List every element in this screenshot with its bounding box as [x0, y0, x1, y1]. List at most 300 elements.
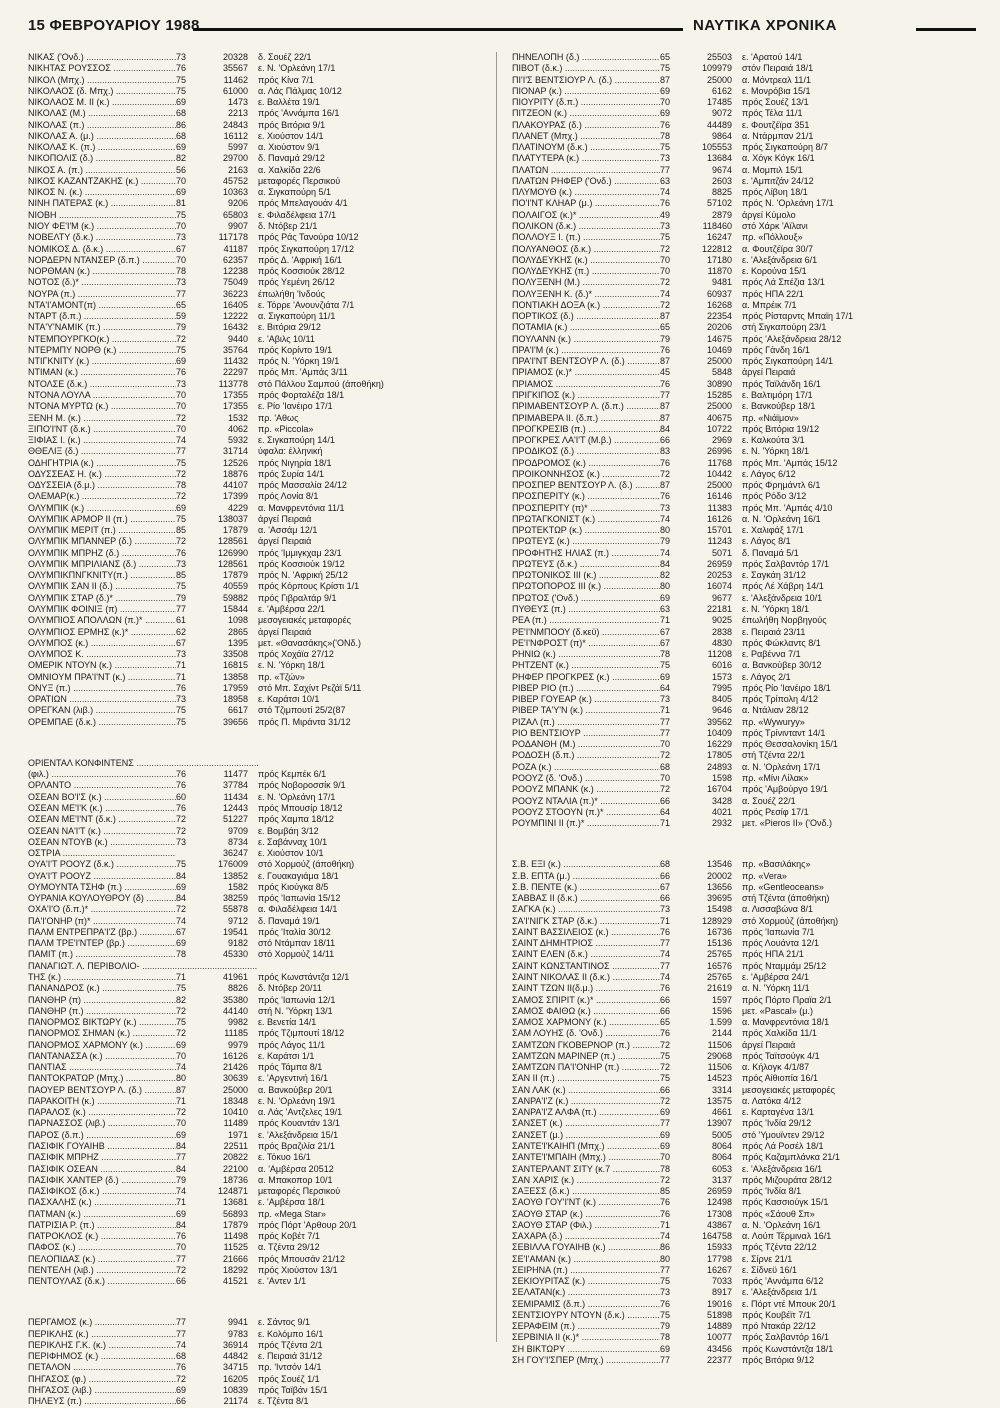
- build-year: 76: [660, 457, 671, 468]
- ship-name: ΠΑΤΡΟΚΛΟΣ (κ.) .....: [28, 1231, 176, 1242]
- build-year: 74: [176, 1062, 187, 1073]
- ship-row: [28, 300, 498, 311]
- tonnage: 38259: [222, 893, 248, 904]
- build-year: 71: [176, 971, 187, 982]
- status: α. Μομπιλ 15/1: [742, 164, 803, 175]
- ship-row: [512, 108, 982, 119]
- status: πρός Τέλα 11/1: [742, 108, 803, 119]
- ship-row: [28, 717, 498, 728]
- build-year: 69: [176, 938, 187, 949]
- ship-name: ΝΤΟΝΑ ΛΟΥΛΑ .....: [28, 390, 176, 401]
- ship-name: ΠΙΟΝΑΡ (κ.) .....: [512, 86, 660, 97]
- ship-name: ΠΑΝΟΡΜΟΣ ΣΗΜΑΝ (κ.) .....: [28, 1028, 176, 1039]
- build-year: 70: [660, 739, 671, 750]
- ship-name: ΡΟΖΑ (κ.) .....: [512, 762, 660, 773]
- tonnage: 16205: [222, 1373, 248, 1384]
- tonnage: 43456: [706, 1343, 732, 1354]
- ship-row: [28, 758, 498, 769]
- ship-name: ΠΙΤΖΕΟΝ (κ.) .....: [512, 108, 660, 119]
- status: ε. Λάγος 6/12: [742, 468, 796, 479]
- status: πρός Μπελαγουάν 4/1: [258, 198, 348, 209]
- status: πρ. 'Αθως: [258, 412, 299, 423]
- ship-name: ΡΕΑ (π.) .....: [512, 615, 660, 626]
- build-year: 73: [660, 153, 671, 164]
- tonnage: 13681: [222, 1197, 248, 1208]
- status: πρ. 'Ιντσόν 14/1: [258, 1362, 322, 1373]
- ship-row: [28, 871, 498, 882]
- build-year: 80: [660, 1253, 671, 1264]
- status: πρός Λονία 8/1: [258, 491, 319, 502]
- ship-row: [512, 705, 982, 716]
- ship-row: [28, 232, 498, 243]
- ship-name: ΞΙΦΙΑΣ Ι. (κ.) .....: [28, 435, 176, 446]
- ship-row: [512, 401, 982, 412]
- build-year: 69: [660, 108, 671, 119]
- build-year: 49: [660, 209, 671, 220]
- tonnage: 40559: [222, 581, 248, 592]
- ship-list-c: [28, 1317, 498, 1407]
- ship-row: [512, 683, 982, 694]
- build-year: 63: [660, 175, 671, 186]
- build-year: 69: [660, 85, 671, 96]
- ship-name: ΠΗΛΕΥΣ (π.) .....: [28, 1396, 176, 1407]
- ship-name: ΠΡΩΤΕΥΣ (κ.) .....: [512, 536, 660, 547]
- ship-name: ΟΛΥΜΠΙΚ (κ.) .....: [28, 503, 176, 514]
- build-year: 72: [176, 814, 187, 825]
- build-year: 84: [176, 1219, 187, 1230]
- ship-name: ΣΑΟΥΘ ΓΟΥ'Ι'ΝΤ (κ.) .....: [512, 1197, 660, 1208]
- ship-row: [512, 638, 982, 649]
- ship-name: ΡΟΟΥΖ ΝΤΑΛΙΑ (π.)* .....: [512, 796, 660, 807]
- build-year: 72: [176, 1264, 187, 1275]
- ship-row: [512, 255, 982, 266]
- build-year: 69: [176, 1129, 187, 1140]
- build-year: 72: [176, 1373, 187, 1384]
- tonnage: 15933: [706, 1242, 732, 1253]
- tonnage: 11185: [224, 1028, 248, 1039]
- build-year: 81: [176, 198, 187, 209]
- tonnage: 26996: [706, 446, 732, 457]
- ship-name: ΝΤΟΝΑ ΜΥΡΤΩ (κ.) .....: [28, 401, 176, 412]
- tonnage: 8734: [227, 836, 248, 847]
- ship-name: ΣΑΙΝΤ ΚΩΝΣΤΑΝΤΙΝΟΣ .....: [512, 961, 660, 972]
- build-year: 73: [176, 378, 187, 389]
- status: α. Τζέντα 29/12: [258, 1242, 320, 1253]
- ship-name: ΟΣΕΑΝ ΜΕ'Ι'ΝΤ (δ.κ.) .....: [28, 814, 176, 825]
- ship-name: ΠΟΛΥΞΕΝΗ Κ. (δ.)* .....: [512, 289, 660, 300]
- status: στό Τζιμπουτί 25/2(87: [258, 705, 346, 716]
- ship-row: [512, 244, 982, 255]
- ship-row: [28, 1276, 498, 1287]
- tonnage: 17180: [706, 254, 732, 265]
- ship-name: ΟΔΥΣΣΕΙΑ (δ.μ.) .....: [28, 480, 176, 491]
- status: α. Μόντρεαλ 11/1: [742, 74, 811, 85]
- ship-name: ΠΑΛΜ ΕΝΤΡΕΠΡΑ'Ι'Ζ (βρ.) .....: [28, 927, 176, 938]
- build-year: 76: [660, 491, 671, 502]
- build-year: 72: [176, 1107, 187, 1118]
- ship-name: ΟΛΥΜΠΟΣ (κ.) .....: [28, 638, 176, 649]
- ship-row: [28, 131, 498, 142]
- ship-name: ΠΡΙΑΜΟΣ .....: [512, 379, 660, 390]
- status: α. Ν. 'Ορλεάνη 16/1: [742, 513, 821, 524]
- build-year: 76: [176, 769, 187, 780]
- status: πρός Λά Ροσέλ 18/1: [742, 1140, 824, 1151]
- tonnage: 29068: [706, 1050, 732, 1061]
- build-year: 73: [176, 694, 187, 705]
- ship-row: [512, 1186, 982, 1197]
- status: πρός 'Ινδία 8/1: [742, 1186, 802, 1197]
- status: πρ. «Τζών»: [258, 671, 305, 682]
- ship-name: ΟΥΡΑΝΙΑ ΚΟΥΛΟΥΘΡΟΥ (δ) .....: [28, 893, 176, 904]
- ship-name: ΠΑΝΑΓΙΩΤ. Λ. ΠΕΡΙΒΟΛΙΟ- .....: [28, 961, 258, 972]
- status: πρός Φώκλαντς 8/1: [742, 637, 821, 648]
- ship-row: [28, 660, 498, 671]
- build-year: 73: [660, 502, 671, 513]
- status: έπωλήθη 'Ινδούς: [258, 288, 325, 299]
- status: α. Χιούστον 9/1: [258, 142, 320, 153]
- tonnage: 10722: [706, 423, 732, 434]
- ship-row: [28, 1197, 498, 1208]
- ship-row: [512, 165, 982, 176]
- status: πρός Τρίπολη 4/12: [742, 694, 819, 705]
- status: ε. 'Αλεξάνδρεια 6/1: [742, 254, 818, 265]
- ship-name: ΠΑΟΥΕΡ ΒΕΝΤΣΟΥΡ Λ. (δ.) .....: [28, 1085, 176, 1096]
- tonnage: 122812: [701, 243, 732, 254]
- ship-name: ΠΡΩΤΟΣ ('Ονδ.) .....: [512, 593, 660, 604]
- ship-row: [28, 893, 498, 904]
- build-year: 74: [176, 915, 187, 926]
- status: πρός Χαμπα 18/12: [258, 814, 334, 825]
- ship-name: ΣΕΚΙΟΥΡΙΤΑΣ (κ.) .....: [512, 1276, 660, 1287]
- status: πρός Κοσσιούκ 28/12: [258, 266, 345, 277]
- tonnage: 30890: [706, 378, 732, 389]
- status: πρός Βραζιλία 21/1: [258, 1140, 336, 1151]
- status: πρός Χιούστον 13/1: [258, 1264, 338, 1275]
- tonnage: 34715: [222, 1362, 248, 1373]
- ship-row: [28, 859, 498, 870]
- ship-row: [28, 627, 498, 638]
- ship-row: [512, 916, 982, 927]
- issue-date: 15 ΦΕΒΡΟΥΑΡΙΟΥ 1988: [28, 17, 200, 34]
- ship-name: ΣΑΓΚΑ (κ.) .....: [512, 904, 660, 915]
- build-year: 69: [660, 671, 671, 682]
- ship-name: ΣΑΙΝΤ ΝΙΚΟΛΑΣ ΙΙ (δ.κ.) .....: [512, 972, 660, 983]
- ship-row: [512, 435, 982, 446]
- tonnage: 13852: [222, 870, 248, 881]
- status: στό Χάρκ 'Αϊλανι: [742, 220, 808, 231]
- ship-row: [512, 480, 982, 491]
- tonnage: 25000: [706, 480, 732, 491]
- ship-name: ΟΥΑ'Ι'Τ ΡΟΟΥΖ .....: [28, 871, 176, 882]
- ship-name: ΣΕΜΙΡΑΜΙΣ (δ.π.) .....: [512, 1299, 660, 1310]
- build-year: 75: [176, 74, 187, 85]
- build-year: 77: [660, 389, 671, 400]
- ship-row: [28, 1051, 498, 1062]
- status: πρός 'Ιαπωνία 12/1: [258, 994, 336, 1005]
- status: πρός Ταϊβάν 15/1: [258, 1385, 328, 1396]
- ship-name: ΠΕΡΙΚΛΗΣ (κ.) .....: [28, 1329, 176, 1340]
- ship-name: ΠΡΟΣΠΕΡΙΤΥ (π)* .....: [512, 503, 660, 514]
- ship-name: ΤΗΣ (κ.) .....: [28, 972, 176, 983]
- ship-row: [512, 1164, 982, 1175]
- ship-row: [28, 1141, 498, 1152]
- status: α. Μπρέικ 7/1: [742, 299, 797, 310]
- ship-row: [28, 792, 498, 803]
- status: πρ. «Wywuryy»: [742, 716, 805, 727]
- ship-name: ΣΑΒΒΑΣ ΙΙ (δ.κ.) .....: [512, 893, 660, 904]
- tonnage: 30639: [222, 1073, 248, 1084]
- build-year: 78: [660, 130, 671, 141]
- tonnage: 11489: [223, 1118, 248, 1129]
- build-year: 64: [660, 682, 671, 693]
- tonnage: 113778: [218, 378, 248, 389]
- tonnage: 11243: [707, 536, 732, 547]
- tonnage: 4062: [227, 423, 248, 434]
- status: πρός Νοβοροσσίκ 9/1: [258, 780, 346, 791]
- build-year: 84: [176, 893, 187, 904]
- tonnage: 9182: [227, 938, 248, 949]
- status: άργεί Πειραιά: [742, 367, 796, 378]
- tonnage: 44489: [706, 119, 732, 130]
- tonnage: 25000: [706, 356, 732, 367]
- build-year: 76: [176, 367, 187, 378]
- tonnage: 1532: [227, 412, 248, 423]
- build-year: 69: [176, 142, 187, 153]
- build-year: 77: [176, 1328, 187, 1339]
- ship-name: ΠΑΣΙΦΙΚ ΟΣΕΑΝ .....: [28, 1164, 176, 1175]
- status: πρός Νιγηρία 18/1: [258, 457, 332, 468]
- tonnage: 16576: [706, 960, 732, 971]
- ship-row: [512, 750, 982, 761]
- ship-row: [28, 187, 498, 198]
- ship-row: [512, 97, 982, 108]
- tonnage: 19016: [706, 1298, 732, 1309]
- right-column: [512, 52, 982, 1366]
- ship-row: [28, 1396, 498, 1407]
- status: στό Χορμούζ 14/11: [258, 949, 335, 960]
- status: α. 'Αμβέρσα 20512: [258, 1163, 334, 1174]
- status: ε. Βαλτιμόρη 17/1: [742, 389, 813, 400]
- ship-name: ΝΤΑΡΤ (δ.π.) .....: [28, 311, 176, 322]
- ship-name: ΣΑΝΤΕΡΛΑΝΤ ΣΙΤΥ (κ.7 .....: [512, 1164, 660, 1175]
- status: έπωλήθη Νορβηγούς: [742, 615, 827, 626]
- ship-row: [512, 514, 982, 525]
- ship-name: ΝΙΟΥ ΦΕ'Ι'Μ (κ.) .....: [28, 221, 176, 232]
- tonnage: 13546: [706, 859, 732, 870]
- ship-name: ΠΡΩΤΟΠΟΡΟΣ ΙΙΙ (κ.) .....: [512, 581, 660, 592]
- build-year: 68: [176, 130, 187, 141]
- status: πρός Σαλβαντόρ 16/1: [742, 1332, 830, 1343]
- tonnage: 6053: [711, 1163, 732, 1174]
- tonnage: 56893: [222, 1208, 248, 1219]
- ship-row: [28, 458, 498, 469]
- ship-name: ΠΡΟΔΡΟΜΟΣ (κ.) .....: [512, 458, 660, 469]
- status: ε. Χαλιφάξ 17/1: [742, 525, 804, 536]
- build-year: 72: [660, 243, 671, 254]
- left-column: [28, 52, 498, 1408]
- tonnage: 20253: [706, 570, 732, 581]
- status: πρός Δ. 'Αφρική 16/1: [258, 254, 342, 265]
- status: ε. Μονρόβια 15/1: [742, 85, 811, 96]
- status: ε. Χιούστον 14/1: [258, 130, 324, 141]
- build-year: 87: [660, 412, 671, 423]
- ship-row: [512, 446, 982, 457]
- tonnage: 13858: [222, 671, 248, 682]
- ship-name: ΝΤΑ'Υ'ΝΑΜΙΚ (π.) .....: [28, 322, 176, 333]
- status: ύφαλα: έλληνική: [258, 446, 323, 457]
- build-year: 69: [176, 881, 187, 892]
- ship-row: [28, 938, 498, 949]
- ship-name: ΟΡΑΤΙΩΝ .....: [28, 694, 176, 705]
- ship-row: [512, 983, 982, 994]
- status: ε. Βανκούβερ 18/1: [742, 401, 816, 412]
- tonnage: 41521: [222, 1276, 248, 1287]
- build-year: 75: [176, 983, 187, 994]
- ship-name: ΟΛΥΜΠΙΚ ΜΕΡΙΤ (π.) .....: [28, 525, 176, 536]
- build-year: 70: [176, 401, 187, 412]
- ship-name: ΟΛΥΜΠΙΚ ΜΠΡΙΛΙΑΝΣ (δ.) .....: [28, 559, 176, 570]
- tonnage: 22181: [706, 604, 732, 615]
- build-year: 69: [660, 1107, 671, 1118]
- status: α. Σιγκαπούρη 5/1: [258, 187, 332, 198]
- build-year: 76: [660, 1197, 671, 1208]
- tonnage: 35380: [222, 994, 248, 1005]
- ship-row: [512, 672, 982, 683]
- build-year: 78: [660, 1163, 671, 1174]
- tonnage: 44107: [222, 480, 248, 491]
- status: πρός Κασσιούγκ 15/1: [742, 1197, 829, 1208]
- build-year: 70: [176, 1118, 187, 1129]
- ship-row: [28, 1130, 498, 1141]
- build-year: 76: [660, 344, 671, 355]
- build-year: 65: [660, 52, 671, 62]
- tonnage: 14675: [706, 333, 732, 344]
- tonnage: 2144: [711, 1028, 732, 1039]
- build-year: 76: [176, 1231, 187, 1242]
- ship-row: [512, 525, 982, 536]
- build-year: 75: [176, 581, 187, 592]
- ship-row: [512, 604, 982, 615]
- ship-name: ΟΥΜΟΥΝΤΑ ΤΣΗΦ (π.) .....: [28, 882, 176, 893]
- tonnage: 6162: [711, 85, 732, 96]
- ship-row: [512, 762, 982, 773]
- build-year: 69: [660, 1129, 671, 1140]
- tonnage: 44140: [222, 1005, 248, 1016]
- ship-name: ΠΡΩΤΑΓΚΟΝΙΣΤ (κ.) .....: [512, 514, 660, 525]
- header-rule-right: [916, 28, 976, 31]
- ship-name: ΣΑΝΤΕ'Ι'ΜΠΑΙΗ (Μπχ.) .....: [512, 1152, 660, 1163]
- ship-name: ΠΑΣΙΦΙΚ ΧΑΝΤΕΡ (δ.) .....: [28, 1175, 176, 1186]
- ship-row: [28, 1254, 498, 1265]
- ship-row: [28, 266, 498, 277]
- build-year: 74: [660, 288, 671, 299]
- status: ε. Τόκυο 16/1: [258, 1152, 311, 1163]
- ship-name: ΠΛΑΤΥΤΕΡΑ (κ.) .....: [512, 153, 660, 164]
- ship-name: ΠΟΥΛΑΝΝ (κ.) .....: [512, 334, 660, 345]
- ship-row: [28, 1220, 498, 1231]
- build-year: 87: [660, 356, 671, 367]
- status: πρός Π. Μιράντα 31/12: [258, 716, 351, 727]
- status: πρός 'Αλεξάνδρεια 28/12: [742, 333, 842, 344]
- tonnage: 22377: [706, 1355, 732, 1366]
- build-year: 79: [176, 592, 187, 603]
- tonnage: 16405: [222, 299, 248, 310]
- status: πρ. «Νιάϊμον»: [742, 412, 799, 423]
- status: α. Φουτζέϊρα 30/7: [742, 243, 814, 254]
- tonnage: 10363: [222, 187, 248, 198]
- status: πρός Φρημάντλ 6/1: [742, 480, 821, 491]
- ship-name: ΣΑΟΥΘ ΣΤΑΡ (Φιλ.) .....: [512, 1220, 660, 1231]
- ship-name: ΝΟΡΘΜΑΝ (κ.) .....: [28, 266, 176, 277]
- build-year: 78: [660, 649, 671, 660]
- ship-name: ΝΟΥΡΑ (π.) .....: [28, 289, 176, 300]
- ship-row: [512, 784, 982, 795]
- ship-row: [512, 322, 982, 333]
- tonnage: 2932: [711, 818, 732, 829]
- ship-name: ΠΑΝΘΗΡ (π.) .....: [28, 1006, 176, 1017]
- ship-row: [512, 334, 982, 345]
- ship-name: ΣΑΜΟΣ ΧΑΡΜΟΝΥ (κ.) .....: [512, 1017, 660, 1028]
- tonnage: 9677: [711, 592, 732, 603]
- tonnage: 11477: [223, 769, 248, 780]
- tonnage: 24843: [222, 119, 248, 130]
- ship-name: ΝΟΒΕΛΤΥ (δ.κ.) .....: [28, 232, 176, 243]
- status: ε. 'Αμβέρσα 22/1: [258, 604, 326, 615]
- status: δ. Παναμά 19/1: [258, 915, 320, 926]
- tonnage: 17798: [706, 1253, 732, 1264]
- tonnage: 105553: [701, 142, 732, 153]
- build-year: 75: [660, 1309, 671, 1320]
- tonnage: 8826: [227, 983, 248, 994]
- tonnage: 15285: [706, 389, 732, 400]
- status: πρός Τζέντα 2/1: [258, 1339, 323, 1350]
- ship-row: [512, 1051, 982, 1062]
- build-year: 87: [176, 1084, 187, 1095]
- ship-name: ΝΟΡΔΕΡΝ ΝΤΑΝΣΕΡ (δ.π.) .....: [28, 255, 176, 266]
- ship-row: [512, 559, 982, 570]
- ship-row: [28, 1040, 498, 1051]
- status: ε. Ν. 'Ορλεάνη 17/1: [258, 63, 336, 74]
- ship-name: ΠΛΑΤΙΝΟΥΜ (δ.κ.) .....: [512, 142, 660, 153]
- ship-name: ΣΑΝΤΕ'Ι'ΚΑΙΗΠ (Μπχ.) .....: [512, 1141, 660, 1152]
- ship-name: ΠΑΜΙΤ (π.) .....: [28, 949, 176, 960]
- ship-row: [512, 63, 982, 74]
- ship-row: [28, 1231, 498, 1242]
- ship-row: [512, 882, 982, 893]
- tonnage: 17879: [222, 570, 248, 581]
- ship-row: [512, 796, 982, 807]
- tonnage: 17399: [222, 491, 248, 502]
- build-year: 76: [660, 119, 671, 130]
- status: πρ. «Βασιλάκης»: [742, 859, 811, 870]
- ship-row: [512, 75, 982, 86]
- tonnage: 18736: [222, 1174, 248, 1185]
- tonnage: 33508: [222, 649, 248, 660]
- status: δ. Ντόβερ 21/1: [258, 220, 318, 231]
- tonnage: 9072: [711, 108, 732, 119]
- ship-name: ΝΤΕΜΠΟΥΡΓΚΟ(κ.) .....: [28, 334, 176, 345]
- ship-name: ΠΟΛΥΔΕΥΚΗΣ (κ.) .....: [512, 255, 660, 266]
- build-year: 65: [660, 1017, 671, 1028]
- ship-row: [28, 581, 498, 592]
- ship-row: [28, 1374, 498, 1385]
- ship-row: [28, 837, 498, 848]
- status: πρός Γάνδη 16/1: [742, 344, 810, 355]
- ship-name: ΠΡΙΜΑΒΕΝΤΣΟΥΡ Λ. (δ.π.) .....: [512, 401, 660, 412]
- status: ε. 'Αβιλς 10/11: [258, 333, 315, 344]
- tonnage: 8405: [711, 694, 732, 705]
- ship-name: ΠΟΡΤΙΚΟΣ (δ.) .....: [512, 311, 660, 322]
